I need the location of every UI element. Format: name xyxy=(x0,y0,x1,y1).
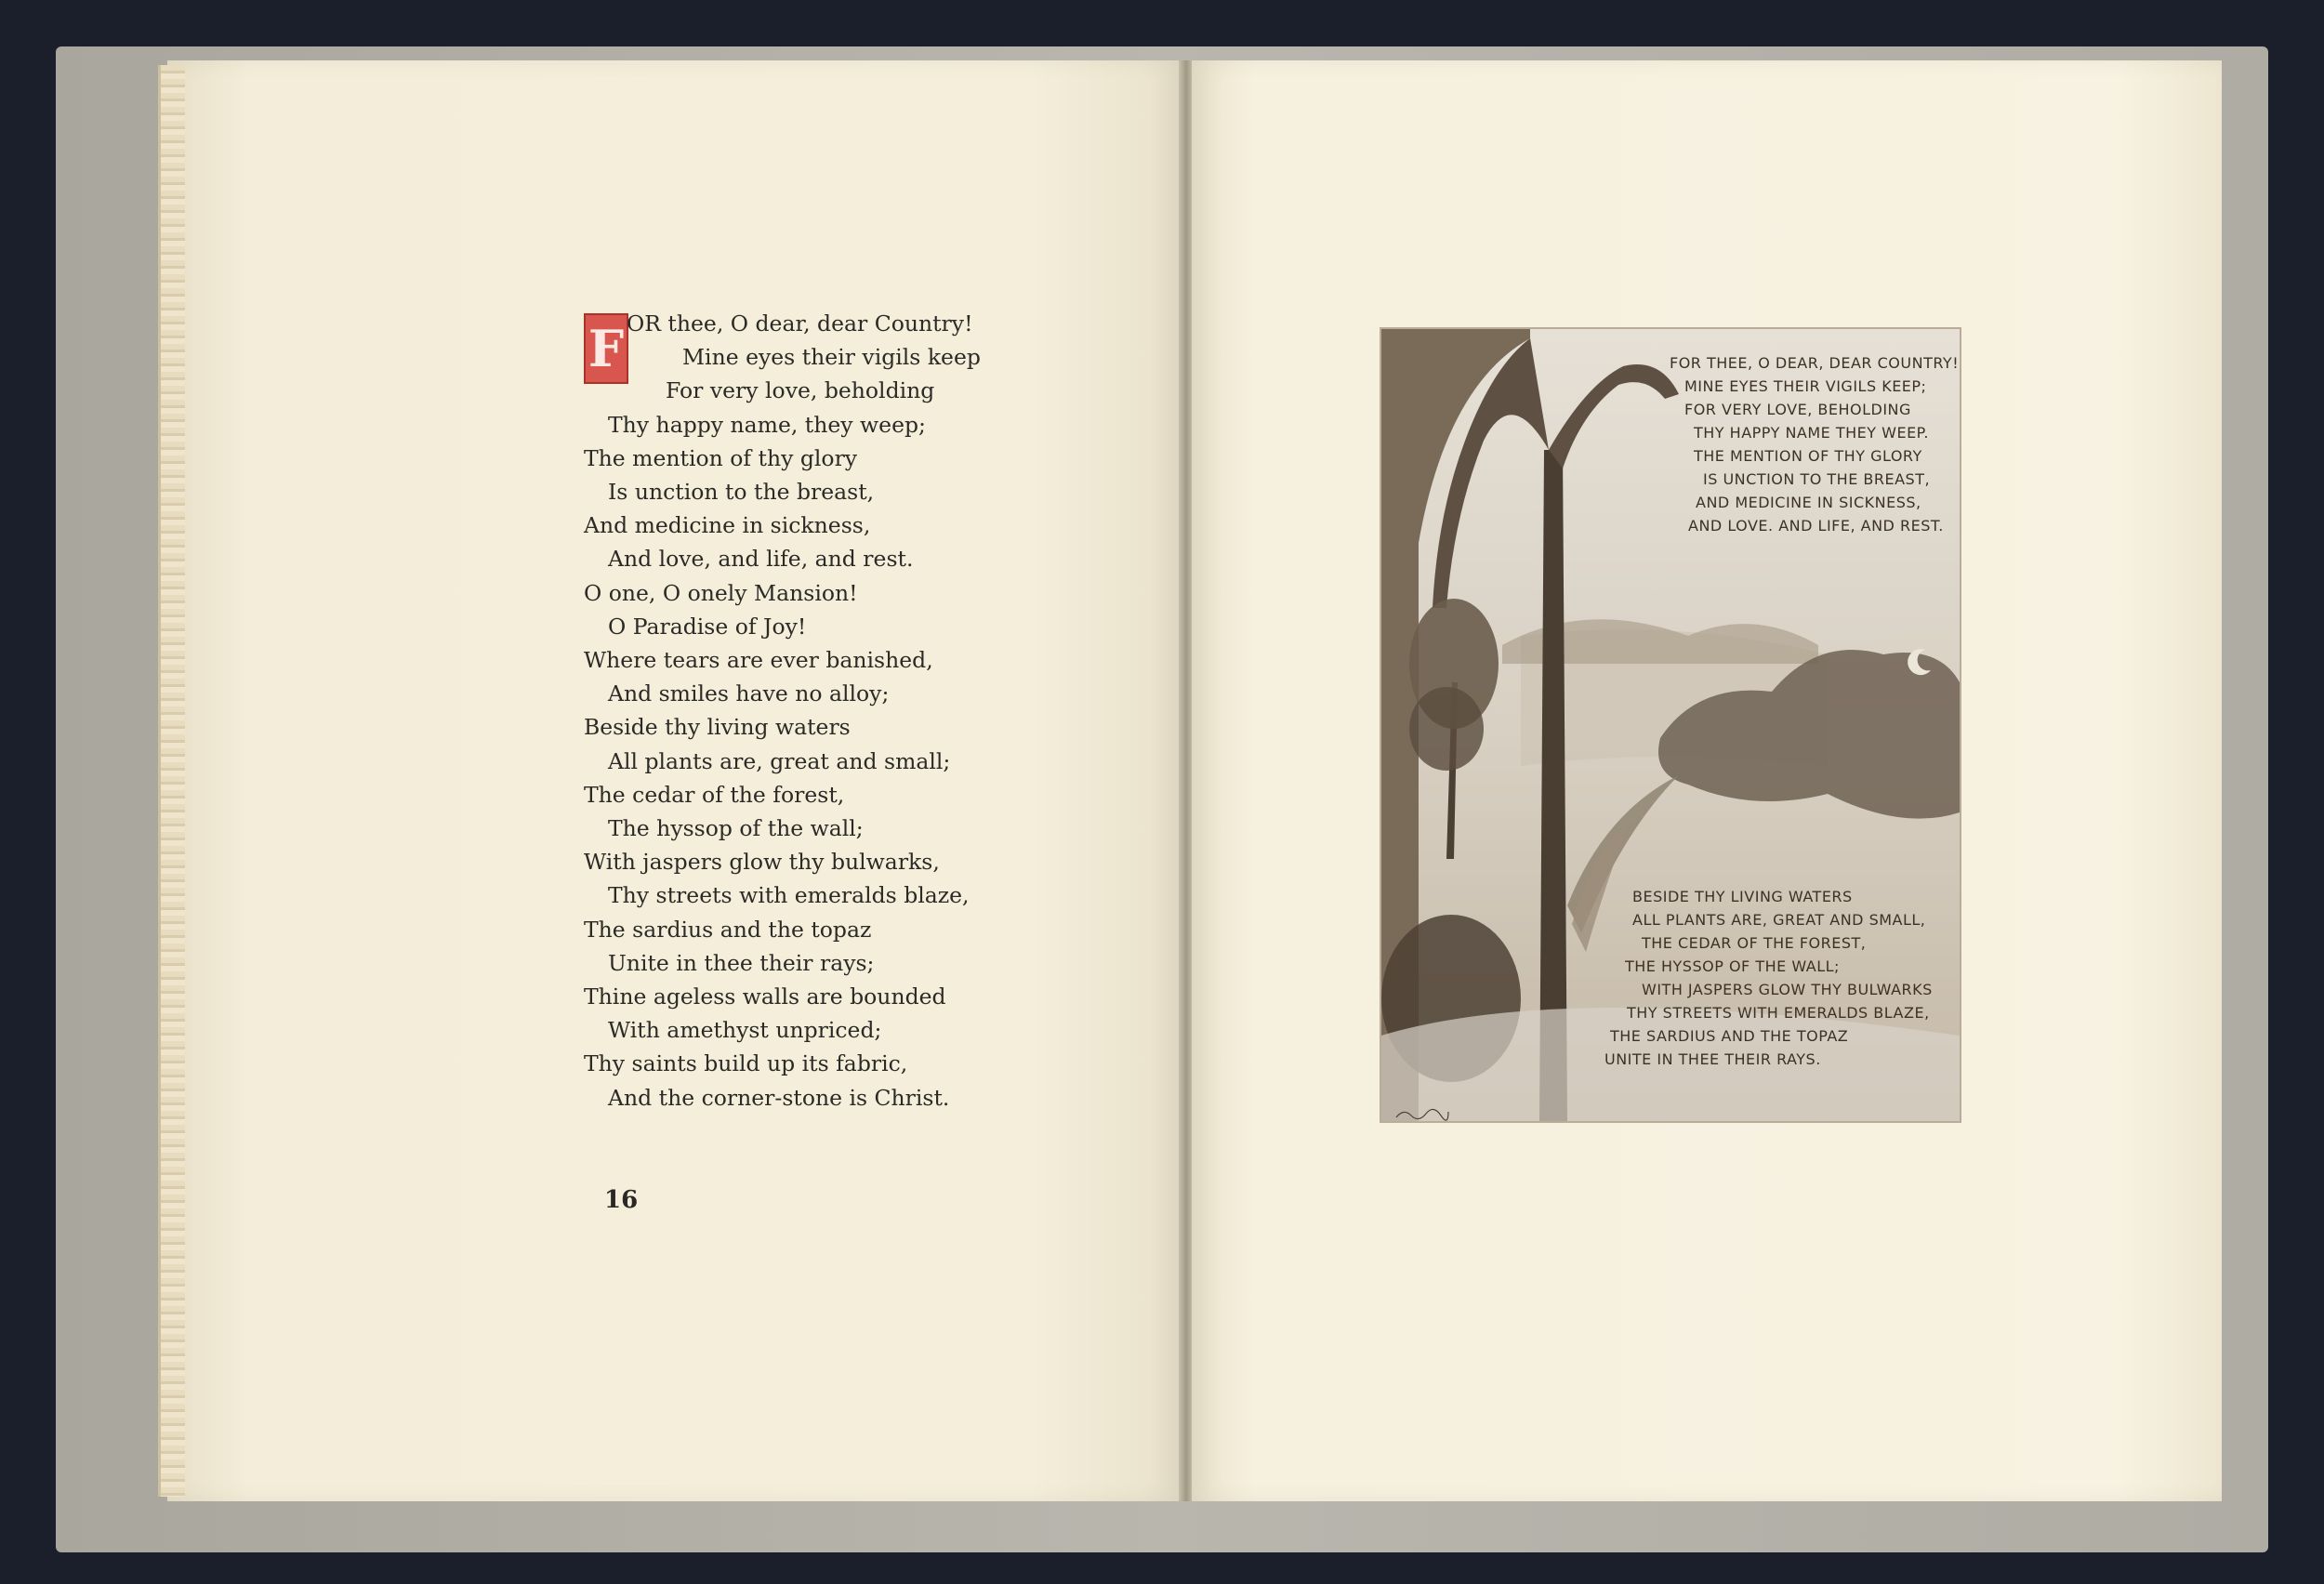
plate-lower-verse xyxy=(1604,885,1933,1071)
plate-line: MINE EYES THEIR VIGILS KEEP; xyxy=(1684,377,1927,395)
poem-line: Beside thy living waters xyxy=(584,714,851,741)
plate-line: IS UNCTION TO THE BREAST, xyxy=(1703,470,1931,488)
illustration-plate xyxy=(1380,327,1961,1123)
poem-line: And love, and life, and rest. xyxy=(608,546,914,573)
poem-line: Thy happy name, they weep; xyxy=(608,411,926,438)
deckled-page-edge xyxy=(158,65,185,1497)
poem-line: And the corner-stone is Christ. xyxy=(608,1084,950,1111)
plate-line: THY HAPPY NAME THEY WEEP. xyxy=(1694,424,1929,442)
poem-line: Where tears are ever banished, xyxy=(584,647,933,674)
poem-line: Unite in thee their rays; xyxy=(608,949,875,976)
poem-line: And smiles have no alloy; xyxy=(608,680,890,707)
plate-line: ALL PLANTS ARE, GREAT AND SMALL, xyxy=(1632,911,1926,929)
plate-line: THE MENTION OF THY GLORY xyxy=(1694,447,1922,465)
poem-line: All plants are, great and small; xyxy=(608,747,951,774)
poem-line: For very love, beholding xyxy=(666,377,935,404)
poem-line: The cedar of the forest, xyxy=(584,781,845,808)
poem-line: Thine ageless walls are bounded xyxy=(584,983,946,1010)
show-through-text xyxy=(651,242,655,275)
poem-line: Thy streets with emeralds blaze, xyxy=(608,882,970,909)
plate-line: THE CEDAR OF THE FOREST, xyxy=(1642,934,1867,952)
poem-line: OR thee, O dear, dear Country! xyxy=(627,310,973,337)
poem-line: With jaspers glow thy bulwarks, xyxy=(584,849,940,876)
poem-line: O Paradise of Joy! xyxy=(608,613,807,640)
poem-line: Thy saints build up its fabric, xyxy=(584,1050,908,1077)
plate-line: THE SARDIUS AND THE TOPAZ xyxy=(1610,1027,1849,1045)
plate-line: BESIDE THY LIVING WATERS xyxy=(1632,888,1853,905)
plate-line: FOR VERY LOVE, BEHOLDING xyxy=(1684,401,1911,418)
poem-line: And medicine in sickness, xyxy=(584,512,871,539)
page-number: 16 xyxy=(604,1186,639,1214)
poem-line: The hyssop of the wall; xyxy=(608,815,864,842)
poem-line: Mine eyes their vigils keep xyxy=(682,344,981,371)
poem-line: O one, O onely Mansion! xyxy=(584,579,858,606)
poem-line: The mention of thy glory xyxy=(584,444,858,471)
poem-line: Is unction to the breast, xyxy=(608,479,875,506)
plate-upper-verse xyxy=(1660,351,1959,537)
plate-line: WITH JASPERS GLOW THY BULWARKS xyxy=(1642,981,1933,998)
plate-line: AND MEDICINE IN SICKNESS, xyxy=(1696,494,1921,511)
plate-line: AND LOVE. AND LIFE, AND REST. xyxy=(1688,517,1944,535)
poem-text xyxy=(584,307,1104,1115)
plate-line: THE HYSSOP OF THE WALL; xyxy=(1625,957,1840,975)
plate-line: THY STREETS WITH EMERALDS BLAZE, xyxy=(1627,1004,1930,1022)
plate-line: FOR THEE, O DEAR, DEAR COUNTRY! xyxy=(1670,354,1960,372)
plate-line: UNITE IN THEE THEIR RAYS. xyxy=(1604,1050,1821,1068)
poem-line: The sardius and the topaz xyxy=(584,916,872,943)
dropcap-letter: F xyxy=(588,319,625,378)
poem-line: With amethyst unpriced; xyxy=(608,1017,882,1044)
signature-scribble-icon xyxy=(1394,1106,1450,1121)
